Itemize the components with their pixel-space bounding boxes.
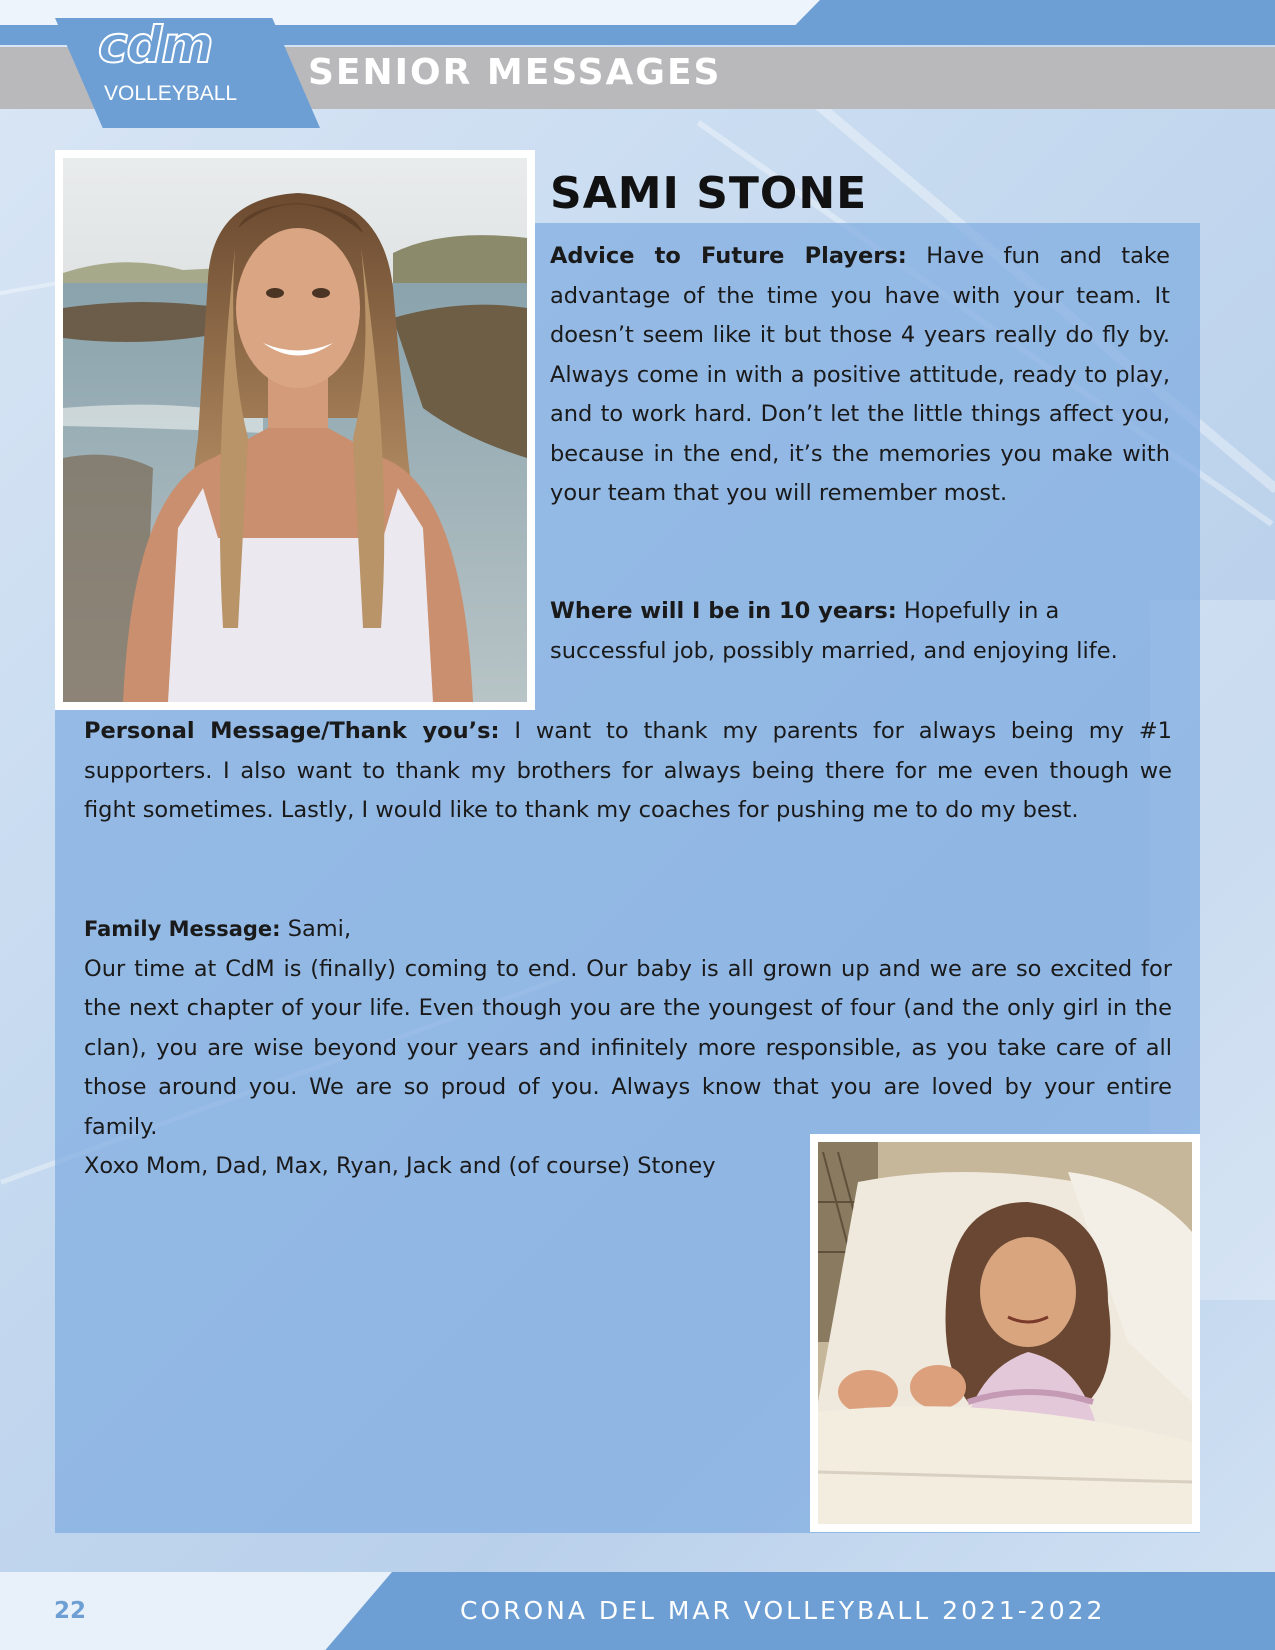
advice-text: Have fun and take advantage of the time you have with your team. It doesn’t seem like it but those 4 years really do fly by. Always come in with a positive attitude, ready to play, and to work hard. Don’t let the little things affect you, because in the end, it’s the memories you make with your team that you will remember most. bbox=[550, 243, 1170, 506]
personal-message-label: Personal Message/Thank you’s: bbox=[84, 718, 500, 744]
family-message-label: Family Message: bbox=[84, 917, 281, 941]
page-number: 22 bbox=[54, 1598, 87, 1624]
family-message-greeting: Sami, bbox=[280, 916, 352, 942]
personal-message-text: I want to thank my parents for always being my #1 supporters. I also want to thank my brothers for always being there for me even though we fight sometimes. Lastly, I would like to thank my coaches for pushing me to do my best. bbox=[84, 718, 1172, 823]
family-message-heading bbox=[84, 910, 1172, 950]
childhood-photo bbox=[810, 1134, 1200, 1532]
senior-name: SAMI STONE bbox=[550, 168, 868, 219]
family-message-signoff: Xoxo Mom, Dad, Max, Ryan, Jack and (of course) Stoney bbox=[84, 1153, 716, 1179]
ten-years-label: Where will I be in 10 years: bbox=[550, 598, 897, 624]
advice-paragraph bbox=[550, 237, 1170, 514]
family-message-text: Our time at CdM is (finally) coming to end. Our baby is all grown up and we are so excited for the next chapter of your life. Even though you are the youngest of four (and the only girl in the clan), you are wise beyond your years and infinitely more responsible, as you take care of all those around you. We are so proud of you. Always know that you are loved by your entire family. bbox=[84, 955, 1172, 1140]
senior-portrait-photo bbox=[55, 150, 535, 710]
publication-title: CORONA DEL MAR VOLLEYBALL 2021-2022 bbox=[460, 1596, 1106, 1625]
personal-message-paragraph bbox=[84, 712, 1172, 831]
childhood-image bbox=[818, 1142, 1192, 1524]
advice-label: Advice to Future Players: bbox=[550, 243, 907, 269]
logo-volleyball: VOLLEYBALL bbox=[104, 82, 238, 105]
logo-cdm: cdm bbox=[98, 16, 213, 74]
ten-years-text: Hopefully in a successful job, possibly married, and enjoying life. bbox=[550, 598, 1118, 664]
section-title: SENIOR MESSAGES bbox=[308, 52, 722, 93]
ten-years-paragraph bbox=[550, 592, 1170, 671]
senior-portrait-image bbox=[63, 158, 527, 702]
